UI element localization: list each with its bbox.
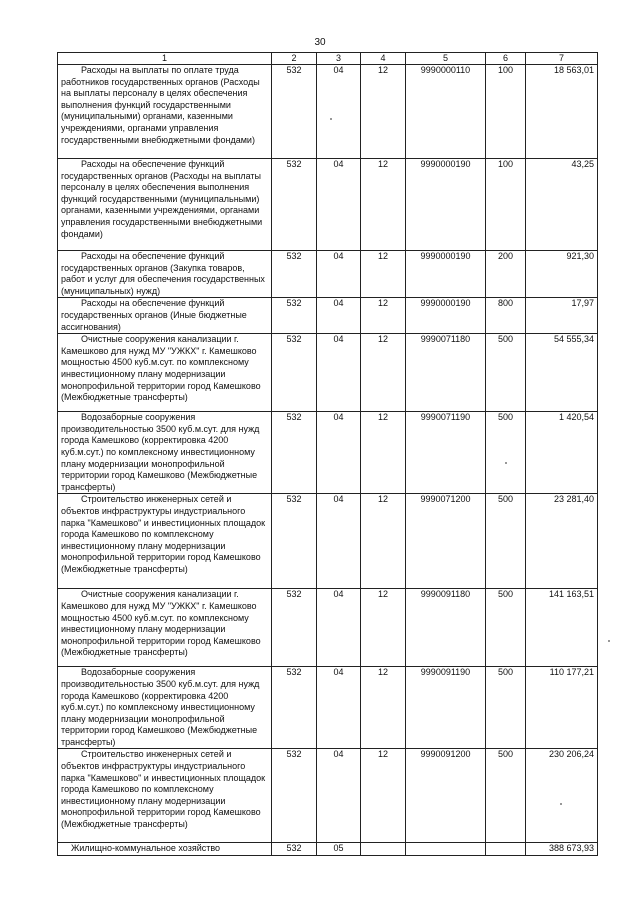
header-col-1: 1 [58, 53, 272, 65]
row-code-expense-type: 800 [486, 298, 526, 334]
row-code-section: 04 [317, 334, 361, 412]
table-row [58, 251, 598, 298]
row-code-subsection: 12 [361, 65, 406, 159]
row-code-ministry: 532 [272, 843, 317, 856]
row-amount: 43,25 [526, 159, 598, 251]
row-code-target: 9990000190 [406, 159, 486, 251]
row-code-ministry: 532 [272, 298, 317, 334]
row-code-section: 05 [317, 843, 361, 856]
row-code-expense-type: 500 [486, 412, 526, 494]
row-name: Водозаборные сооружения производительностью 3500 куб.м.сут. для нужд города Камешково (корректировка 4200 куб.м.сут.) по комплексному инвестиционному плану модернизации монопрофильной территории город Камешково (Межбюджетные трансферты) [58, 412, 272, 494]
row-code-ministry: 532 [272, 667, 317, 749]
row-code-target: 9990000110 [406, 65, 486, 159]
row-name: Очистные сооружения канализации г. Камешково для нужд МУ "УЖКХ" г. Камешково мощностью 4500 куб.м.сут. по комплексному инвестиционному плану модернизации монопрофильной территории город Камешково (Межбюджетные трансферты) [58, 589, 272, 667]
scan-speck [505, 462, 507, 464]
row-amount: 17,97 [526, 298, 598, 334]
row-amount: 110 177,21 [526, 667, 598, 749]
scan-speck [560, 803, 562, 805]
row-code-ministry: 532 [272, 65, 317, 159]
row-code-expense-type: 500 [486, 494, 526, 589]
header-col-2: 2 [272, 53, 317, 65]
row-code-subsection: 12 [361, 667, 406, 749]
row-amount: 54 555,34 [526, 334, 598, 412]
table-row [58, 749, 598, 843]
row-name: Расходы на обеспечение функций государственных органов (Закупка товаров, работ и услуг для обеспечения государственных (муниципальных) нужд) [58, 251, 272, 298]
row-code-section: 04 [317, 667, 361, 749]
row-name: Строительство инженерных сетей и объектов инфраструктуры индустриального парка "Камешково" и инвестиционных площадок города Камешково по комплексному инвестиционному плану модернизации монопрофильной территории город Камешково (Межбюджетные трансферты) [58, 749, 272, 843]
table-row [58, 412, 598, 494]
row-code-section: 04 [317, 749, 361, 843]
row-code-expense-type: 100 [486, 159, 526, 251]
row-code-target: 9990091180 [406, 589, 486, 667]
row-code-section: 04 [317, 412, 361, 494]
row-code-ministry: 532 [272, 589, 317, 667]
header-col-7: 7 [526, 53, 598, 65]
row-amount: 230 206,24 [526, 749, 598, 843]
row-code-ministry: 532 [272, 749, 317, 843]
row-code-subsection: 12 [361, 251, 406, 298]
row-code-target: 9990000190 [406, 251, 486, 298]
row-code-subsection: 12 [361, 298, 406, 334]
row-code-ministry: 532 [272, 159, 317, 251]
row-code-subsection: 12 [361, 589, 406, 667]
row-code-ministry: 532 [272, 494, 317, 589]
row-code-subsection: 12 [361, 494, 406, 589]
row-name: Жилищно-коммунальное хозяйство [58, 843, 272, 856]
row-amount: 18 563,01 [526, 65, 598, 159]
row-code-section: 04 [317, 159, 361, 251]
row-code-target: 9990071180 [406, 334, 486, 412]
row-code-target: 9990091200 [406, 749, 486, 843]
row-amount: 1 420,54 [526, 412, 598, 494]
table-row [58, 667, 598, 749]
row-code-expense-type: 200 [486, 251, 526, 298]
table-row [58, 589, 598, 667]
row-code-section: 04 [317, 65, 361, 159]
row-code-expense-type: 500 [486, 749, 526, 843]
header-col-3: 3 [317, 53, 361, 65]
row-amount: 141 163,51 [526, 589, 598, 667]
row-amount: 388 673,93 [526, 843, 598, 856]
row-code-expense-type: 100 [486, 65, 526, 159]
row-amount: 921,30 [526, 251, 598, 298]
row-code-ministry: 532 [272, 334, 317, 412]
row-code-expense-type [486, 843, 526, 856]
table-row [58, 334, 598, 412]
row-code-subsection: 12 [361, 334, 406, 412]
row-amount: 23 281,40 [526, 494, 598, 589]
row-code-target: 9990071190 [406, 412, 486, 494]
row-code-subsection: 12 [361, 159, 406, 251]
row-code-target: 9990091190 [406, 667, 486, 749]
row-name: Расходы на обеспечение функций государственных органов (Иные бюджетные ассигнования) [58, 298, 272, 334]
row-name: Расходы на обеспечение функций государственных органов (Расходы на выплаты персоналу в целях обеспечения выполнения функций государственными (муниципальными) органами, казенными учреждениями, органами управления государственными внебюджетными фондами) [58, 159, 272, 251]
scan-speck [608, 640, 610, 642]
table-row [58, 298, 598, 334]
row-code-subsection [361, 843, 406, 856]
table-row [58, 65, 598, 159]
row-name: Очистные сооружения канализации г. Камешково для нужд МУ "УЖКХ" г. Камешково мощностью 4500 куб.м.сут. по комплексному инвестиционному плану модернизации монопрофильной территории город Камешково (Межбюджетные трансферты) [58, 334, 272, 412]
header-col-4: 4 [361, 53, 406, 65]
table-row [58, 159, 598, 251]
scan-speck [330, 118, 332, 120]
header-col-5: 5 [406, 53, 486, 65]
row-code-target [406, 843, 486, 856]
row-code-subsection: 12 [361, 412, 406, 494]
row-code-target: 9990000190 [406, 298, 486, 334]
row-code-ministry: 532 [272, 251, 317, 298]
row-code-expense-type: 500 [486, 667, 526, 749]
row-name: Строительство инженерных сетей и объектов инфраструктуры индустриального парка "Камешково" и инвестиционных площадок города Камешково по комплексному инвестиционному плану модернизации монопрофильной территории город Камешково (Межбюджетные трансферты) [58, 494, 272, 589]
table-row [58, 843, 598, 856]
budget-table [57, 52, 598, 856]
row-code-ministry: 532 [272, 412, 317, 494]
row-code-section: 04 [317, 298, 361, 334]
table-row [58, 494, 598, 589]
row-code-subsection: 12 [361, 749, 406, 843]
row-name: Водозаборные сооружения производительностью 3500 куб.м.сут. для нужд города Камешково (корректировка 4200 куб.м.сут.) по комплексному инвестиционному плану модернизации монопрофильной территории город Камешково (Межбюджетные трансферты) [58, 667, 272, 749]
row-code-expense-type: 500 [486, 589, 526, 667]
row-code-section: 04 [317, 494, 361, 589]
row-code-target: 9990071200 [406, 494, 486, 589]
header-row [58, 53, 598, 65]
row-name: Расходы на выплаты по оплате труда работников государственных органов (Расходы на выплаты персоналу в целях обеспечения выполнения функций государственными (муниципальными) органами, казенными учреждениями, органами управления государственными внебюджетными фондами) [58, 65, 272, 159]
page-number: 30 [314, 37, 326, 48]
header-col-6: 6 [486, 53, 526, 65]
row-code-expense-type: 500 [486, 334, 526, 412]
row-code-section: 04 [317, 589, 361, 667]
row-code-section: 04 [317, 251, 361, 298]
